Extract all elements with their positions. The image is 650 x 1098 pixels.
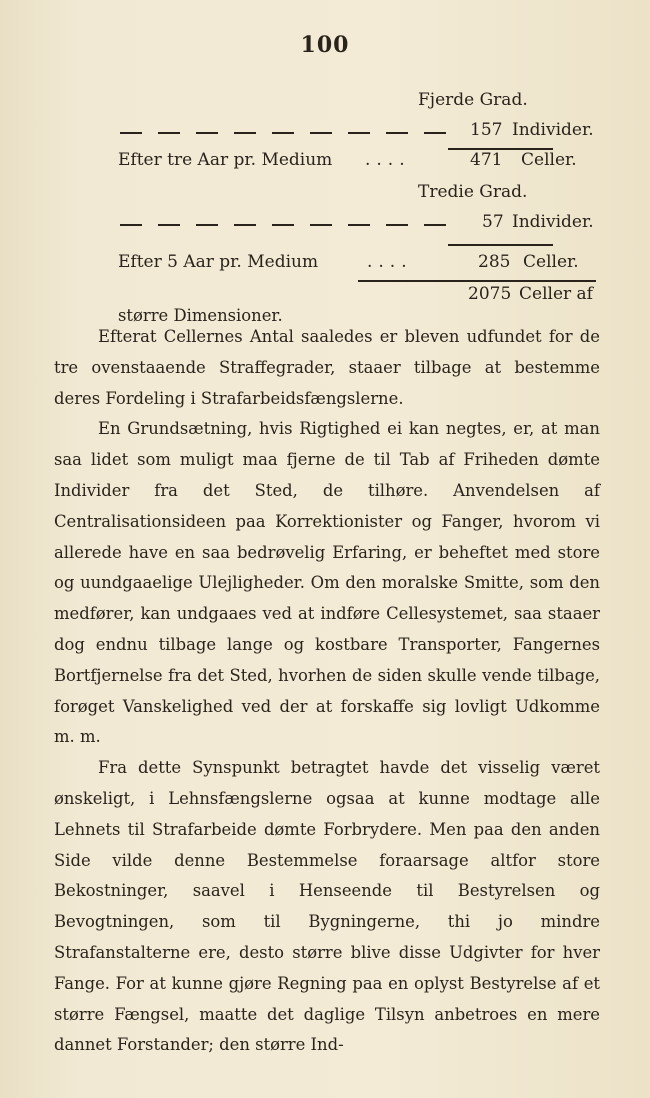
dash-leader-1: [120, 132, 455, 134]
row4-unit: Celler.: [523, 252, 579, 272]
page-number: 100: [300, 32, 350, 58]
row2-label: Efter tre Aar pr. Medium: [118, 150, 333, 170]
row1-value: 157: [470, 120, 503, 140]
row4-label: Efter 5 Aar pr. Medium: [118, 252, 319, 272]
dot-leader-2: ....: [367, 252, 413, 272]
row2-unit: Celler.: [521, 150, 577, 170]
third-grade-label: Tredie Grad.: [418, 182, 528, 202]
paragraph-1: Efterat Cellernes Antal saaledes er bleven udfundet for de tre ovenstaaende Straffegrader, staaer tilbage at bestemme deres Fordeling i Strafarbeidsfængslerne.: [54, 327, 600, 408]
row1-unit: Individer.: [512, 120, 594, 140]
paragraph-2: En Grundsætning, hvis Rigtighed ei kan negtes, er, at man saa lidet som muligt maa fjerne de til Tab af Friheden dømte Individer fra det Sted, de tilhøre. Anvendelsen af Centralisationsideen paa Korrektionister og Fanger, hvorom vi allerede have en saa bedrøvelig Erfaring, er beheftet med store og uundgaaelige Ulejligheder. Om den moralske Smitte, som den medfører, kan undgaaes ved at indføre Cellesystemet, saa staaer dog endnu tilbage lange og kostbare Transporter, Fangernes Bortfjernelse fra det Sted, hvorhen de siden skulle vende tilbage, forøget Vanskelighed ved der at forskaffe sig lovligt Udkomme m. m.: [54, 419, 600, 747]
total-continuation: større Dimensioner.: [118, 306, 283, 325]
row2-value: 471: [470, 150, 503, 170]
row3-value: 57: [482, 212, 504, 232]
body-text: [54, 322, 600, 1061]
row3-unit: Individer.: [512, 212, 594, 232]
row4-value: 285: [478, 252, 511, 272]
fourth-grade-label: Fjerde Grad.: [418, 90, 528, 110]
total-value: 2075: [468, 284, 512, 304]
rule-2: [448, 244, 553, 246]
dot-leader-1: ....: [365, 150, 411, 170]
dash-leader-2: [120, 224, 455, 226]
paragraph-3: Fra dette Synspunkt betragtet havde det visselig været ønskeligt, i Lehnsfængslerne ogsaa at kunne modtage alle Lehnets til Strafarbeide dømte Forbrydere. Men paa den anden Side vilde denne Bestemmelse foraarsage altfor store Bekostninger, saavel i Henseende til Bestyrelsen og Bevogtningen, som til Bygningerne, thi jo mindre Strafanstalterne ere, desto større blive disse Udgivter for hver Fange. For at kunne gjøre Regning paa en oplyst Bestyrelse af et større Fængsel, maatte det daglige Tilsyn anbetroes en mere dannet Forstander; den større Ind-: [54, 758, 600, 1055]
total-unit: Celler af: [519, 284, 593, 304]
total-rule: [358, 280, 596, 282]
